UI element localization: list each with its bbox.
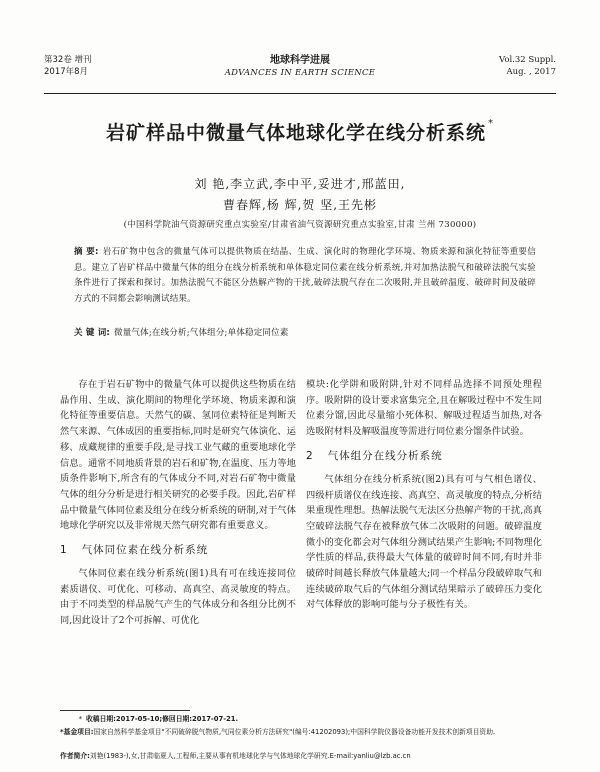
footnote-divider	[60, 710, 190, 711]
keywords-text: 微量气体;在线分析;气体组分;单体稳定同位素	[114, 328, 289, 338]
footnote-author-bio	[60, 751, 540, 762]
section-1-continued-paragraph: 模块:化学阱和吸附阱,针对不同样品选择不同预处理程序。吸附阱的设计要求富集完全,且在解吸过程中不发生同位素分馏,因此尽量缩小死体积、解吸过程适当加热,对各选吸附材料及解吸温度等需进行同位素分馏条件试验。	[306, 379, 542, 438]
title-footnote-mark: *	[488, 118, 494, 129]
title-text: 岩矿样品中微量气体地球化学在线分析系统	[105, 122, 486, 144]
header-divider	[44, 93, 556, 94]
footnote-2-label: *基金项目:	[60, 728, 94, 736]
running-header	[44, 54, 556, 94]
date-en: Aug. , 2017	[506, 67, 556, 77]
section-1-title: 气体同位素在线分析系统	[81, 544, 209, 557]
section-2-number: 2	[306, 449, 314, 462]
left-column	[60, 377, 296, 629]
journal-name-en: ADVANCES IN EARTH SCIENCE	[224, 68, 376, 78]
journal-name-cn: 地球科学进展	[270, 55, 330, 66]
footnote-2-text: 国家自然科学基金项目"不同破碎脱气物质,气同位素分析方法研究"(编号:41202093);中国科学院仪器设备功能开发技术创新项目资助.	[93, 728, 496, 736]
footnote-3-text: 刘艳(1983-),女,甘肃临夏人,工程师,主要从事有机地球化学与气体地球化学研究.E-mail:yanliu@lzb.ac.cn	[89, 752, 411, 760]
volume-cn: 第32卷 增刊	[44, 55, 92, 65]
footnote-1-mark: *	[78, 715, 82, 723]
footnote-received	[60, 714, 540, 725]
paper-title	[44, 118, 556, 145]
footnote-funding	[60, 727, 540, 738]
section-2-heading	[306, 448, 542, 464]
abstract-text: 岩石矿物中包含的微量气体可以提供物质在结晶、生成、演化时的物理化学环境、物质来源和演化特征等重要信息。建立了岩矿样品中微量气体的组分在线分析系统和单体稳定同位素在线分析系统,并对加热法脱气和破碎法脱气实验条件进行了探索和探讨。加热法脱气不能区分热解产物的干扰,破碎法脱气存在二次吸附,并且破碎温度、破碎时间及破碎方式的不同都会影响测试结果。	[74, 247, 536, 304]
author-list-line-2: 曹春辉,杨 辉,贺 坚,王先彬	[222, 198, 378, 212]
header-right	[499, 54, 556, 78]
keywords	[74, 326, 536, 340]
author-list-line-1: 刘 艳,李立武,李中平,妥进才,邢蓝田,	[194, 177, 406, 191]
right-column	[306, 377, 542, 613]
section-1-paragraph: 气体同位素在线分析系统(图1)具有可在线连接同位素质谱仪、可优化、可移动、高真空、高灵敏度的特点。由于不同类型的样品脱气产生的气体成分和各组分比例不同,因此设计了2个可拆解、可优化	[60, 568, 296, 627]
volume-en: Vol.32 Suppl.	[498, 55, 556, 65]
date-cn: 2017年8月	[44, 67, 89, 77]
section-1-number: 1	[60, 544, 68, 557]
abstract-label: 摘 要:	[74, 247, 99, 257]
footnote-1-text: 收稿日期:2017-05-10;修回日期:2017-07-21.	[86, 715, 239, 723]
section-2-title: 气体组分在线分析系统	[327, 449, 443, 462]
intro-paragraph: 存在于岩石矿物中的微量气体可以提供这些物质在结晶作用、生成、演化期间的物理化学环境、物质来源和演化特征等重要信息。天然气的碳、氢同位素特征是判断天然气来源、气体成因的重要指标,同时是研究气体演化、运移、成藏规律的重要手段,是寻找工业气藏的重要地球化学信息。通常不同地质背景的岩石和矿物,在温度、压力等地质条件影响下,所含有的气体成分不同,对岩石矿物中微量气体的组分分析是进行相关研究的必要手段。因此,岩矿样品中微量气体同位素及组分在线分析系统的研制,对于气体地球化学研究以及非常规天然气研究都有重要意义。	[60, 379, 296, 532]
keywords-label: 关 键 词:	[74, 328, 111, 338]
footnote-3-label: 作者简介:	[60, 752, 90, 760]
section-1-heading	[60, 542, 296, 558]
affiliation: (中国科学院油气资源研究重点实验室/甘肃省油气资源研究重点实验室,甘肃 兰州 730000)	[123, 220, 477, 230]
section-2-paragraph: 气体组分在线分析系统(图2)具有可与气相色谱仪、四级杆质谱仪在线连接、高真空、高灵敏度的特点,分析结果重现性理想。热解法脱气无法区分热解产物的干扰,高真空破碎法脱气存在被释放气体二次吸附的问题。破碎温度微小的变化都会对气体组分测试结果产生影响;不同物理化学性质的样品,获得最大气体量的破碎时间不同,有时并非破碎时间越长释放气体量越大;同一个样品分段破碎取气和连续破碎取气后的气体组分测试结果暗示了破碎压力变化对气体释放的影响可能与分子极性有关。	[306, 473, 542, 611]
abstract	[74, 245, 536, 307]
header-center	[44, 54, 556, 79]
